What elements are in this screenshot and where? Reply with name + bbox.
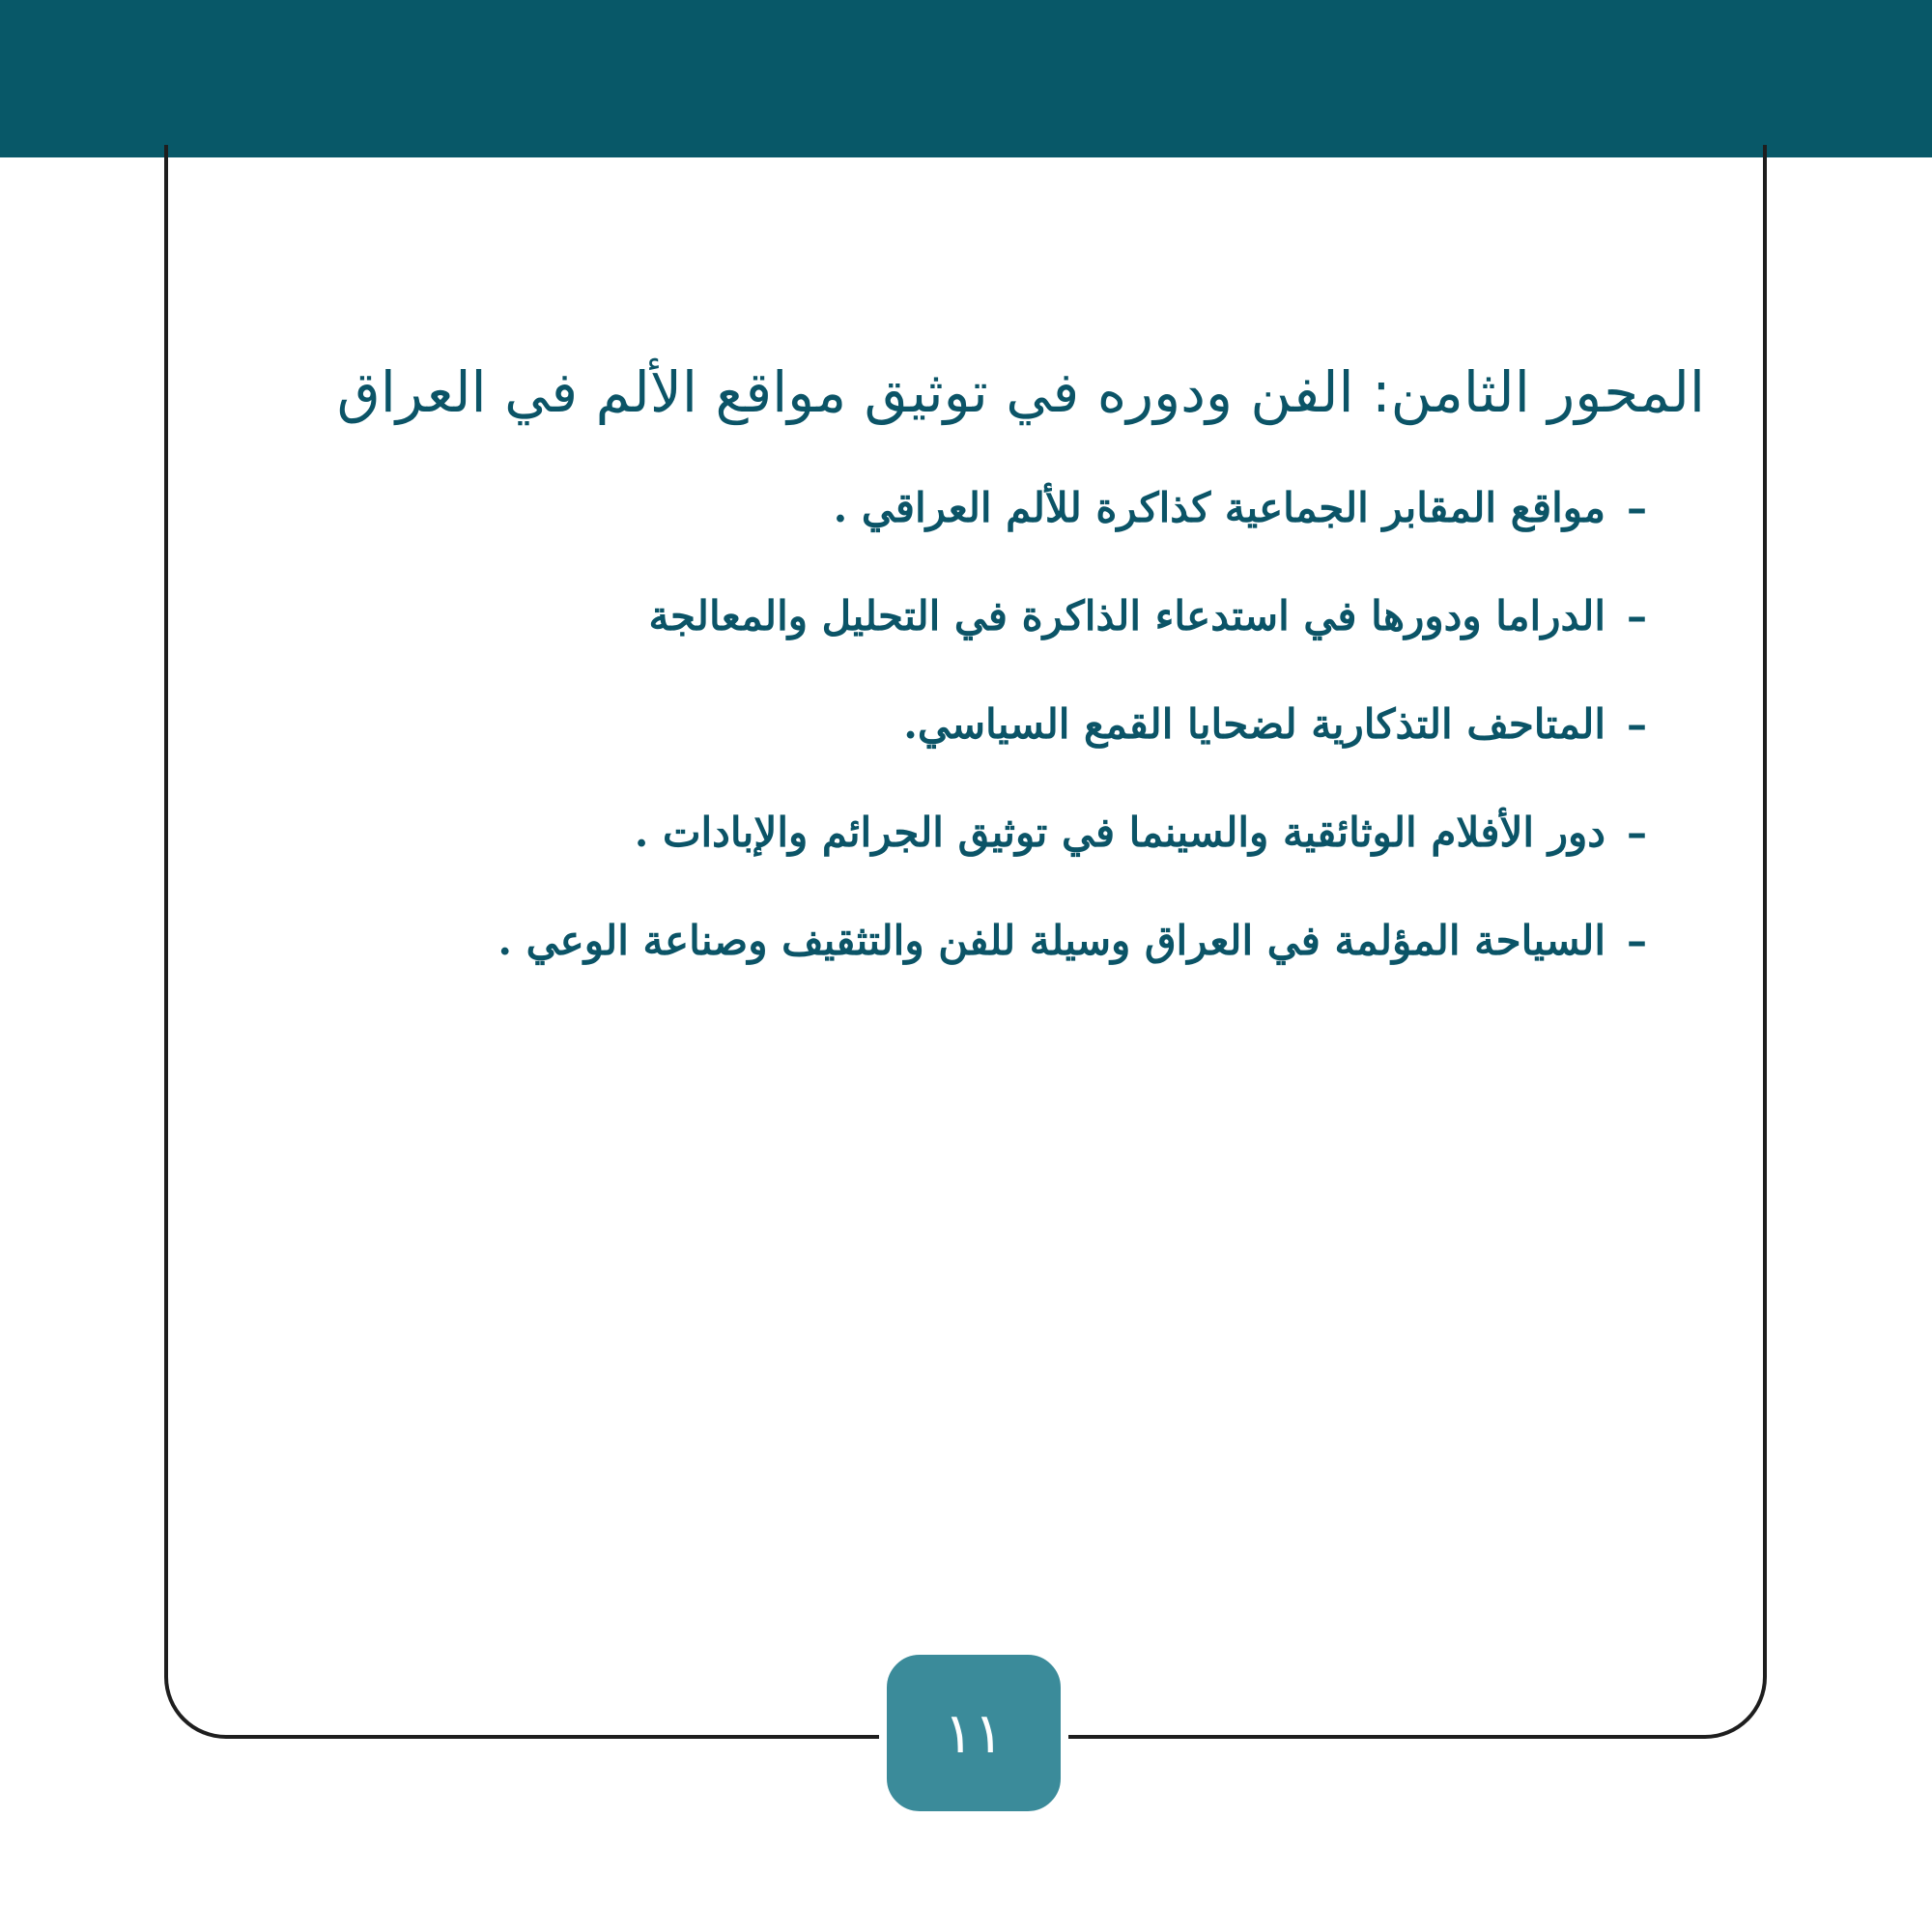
bullet-dash: – [1627,700,1647,748]
list-item [222,562,1647,670]
header-band [0,0,1932,157]
list-item [222,670,1647,779]
topics-list [222,454,1705,995]
content-area [222,338,1705,995]
bullet-dash: – [1627,809,1647,856]
list-item-text: السياحة المؤلمة في العراق وسيلة للفن والتثقيف وصناعة الوعي . [497,917,1605,964]
list-item-text: دور الأفلام الوثائقية والسينما في توثيق الجرائم والإبادات . [634,809,1605,856]
bullet-dash: – [1627,592,1647,639]
section-heading: المحور الثامن: الفن ودوره في توثيق مواقع الألم في العراق [336,359,1705,425]
list-item [222,887,1647,995]
page-number-badge [879,1647,1068,1819]
list-item [222,454,1647,562]
bullet-dash: – [1627,917,1647,964]
list-item-text: المتاحف التذكارية لضحايا القمع السياسي. [903,700,1605,748]
page-number: ١١ [943,1700,1005,1766]
list-item [222,779,1647,887]
bullet-dash: – [1627,484,1647,531]
list-item-text: مواقع المقابر الجماعية كذاكرة للألم العراقي . [833,484,1605,531]
list-item-text: الدراما ودورها في استدعاء الذاكرة في التحليل والمعالجة [648,592,1605,639]
